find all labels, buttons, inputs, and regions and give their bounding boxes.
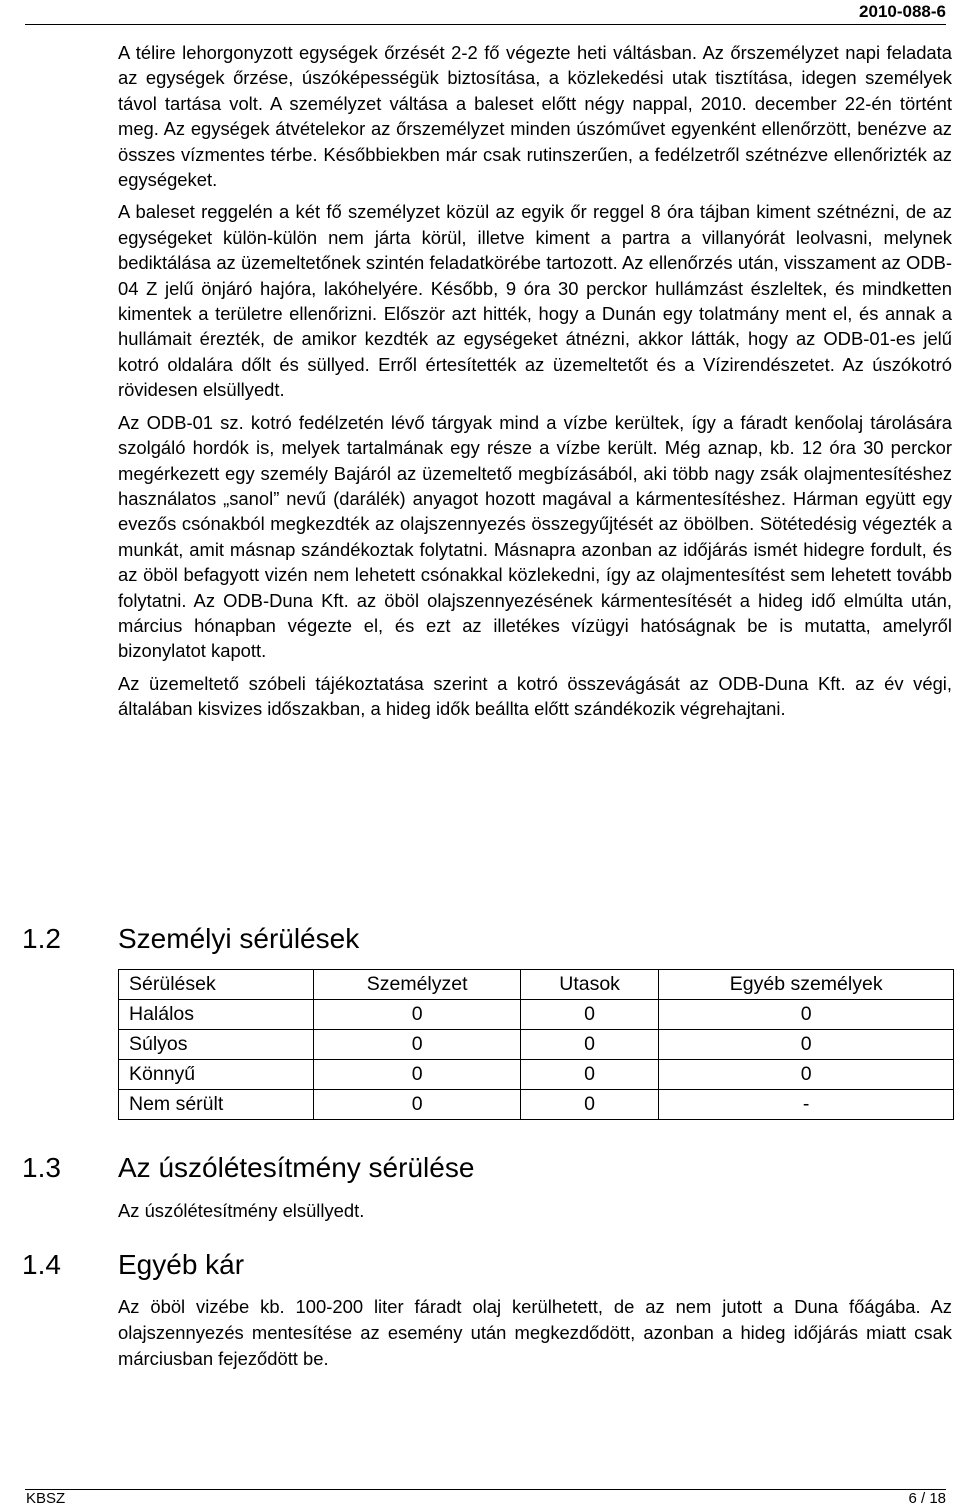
other-damage-text: Az öböl vizébe kb. 100-200 liter fáradt olaj kerülhetett, de az nem jutott a Duna főágába. Az olajszennyezés mentesítése az esemény után megkezdődött, azonban a hideg időjárás miatt csak márciusban fejeződött be.: [118, 1296, 952, 1369]
section-number: 1.2: [22, 923, 61, 954]
row-label: Nem sérült: [119, 1090, 314, 1120]
table-cell: 0: [314, 1030, 520, 1060]
row-label: Súlyos: [119, 1030, 314, 1060]
section-title: Személyi sérülések: [118, 923, 360, 954]
body-text: [118, 40, 952, 729]
section-heading-other-damage: [22, 1248, 244, 1282]
section-title: Az úszólétesítmény sérülése: [118, 1152, 475, 1183]
footer-organization: KBSZ: [26, 1490, 66, 1507]
table-row: [119, 1090, 954, 1120]
table-cell: 0: [314, 1000, 520, 1030]
row-label: Könnyű: [119, 1060, 314, 1090]
table-cell: -: [659, 1090, 954, 1120]
vessel-damage-text: Az úszólétesítmény elsüllyedt.: [118, 1200, 365, 1221]
table-cell: 0: [659, 1030, 954, 1060]
table-cell: 0: [314, 1060, 520, 1090]
column-header: Sérülések: [119, 970, 314, 1000]
table-header-row: [119, 970, 954, 1000]
document-reference: 2010-088-6: [859, 2, 946, 21]
section-number: 1.3: [22, 1152, 61, 1183]
table-cell: 0: [520, 1030, 658, 1060]
injuries-table: [118, 969, 954, 1120]
paragraph-guard-duty: A télire lehorgonyzott egységek őrzését 2-2 fő végezte heti váltásban. Az őrszemélyzet napi feladata az egységek őrzése, úszóképességük biztosítása, a közlekedési utak tisztítása, idegen személyek távol tartása volt. A személyzet váltása a baleset előtt négy nappal, 2010. december 22-én történt meg. Az egységek átvételekor az őrszemélyzet minden úszóművet egyenként ellenőrzött, benézve az összes vízmentes térbe. Későbbiekben már csak rutinszerűen, a fedélzetről szétnézve ellenőrizték az egységeket.: [118, 42, 952, 191]
table-cell: 0: [520, 1060, 658, 1090]
header-divider: [25, 24, 946, 25]
row-label: Halálos: [119, 1000, 314, 1030]
section-number: 1.4: [22, 1249, 61, 1280]
table-row: [119, 1000, 954, 1030]
section-title: Egyéb kár: [118, 1249, 245, 1280]
column-header: Egyéb személyek: [659, 970, 954, 1000]
column-header: Utasok: [520, 970, 658, 1000]
table-row: [119, 1030, 954, 1060]
section-heading-vessel-damage: [22, 1151, 474, 1185]
page-number: 6 / 18: [908, 1490, 946, 1507]
table-cell: 0: [314, 1090, 520, 1120]
paragraph-dredger-plan: Az üzemeltető szóbeli tájékoztatása szerint a kotró összevágását az ODB-Duna Kft. az év végi, általában kisvizes időszakban, a hideg idők beállta előtt szándékozik végrehajtani.: [118, 672, 952, 720]
table-cell: 0: [659, 1060, 954, 1090]
table-row: [119, 1060, 954, 1090]
section-heading-personal-injuries: [22, 922, 359, 956]
table-cell: 0: [659, 1000, 954, 1030]
footer-divider: [25, 1489, 946, 1490]
paragraph-accident-morning: A baleset reggelén a két fő személyzet közül az egyik őr reggel 8 óra tájban kiment szétnézni, de az egységeket külön-külön nem járta körül, illetve kiment a partra a villanyórát leolvasni, melynek bediktálása az üzemeltetőnek szintén feladatkörébe tartozott. Az ellenőrzés után, visszament az ODB-04 Z jelű önjáró hajóra, lakóhelyére. Később, 9 óra 30 perckor hullámzást észleltek, és mindketten kimentek a területre ellenőrizni. Először azt hitték, hogy a Dunán egy tolatmány ment el, és annak a hullámait érezték, de amikor kezdték az egységeket átnézni, akkor látták, hogy az ODB-01-es jelű kotró oldalára dőlt és süllyed. Erről értesítették az üzemeltetőt és a Vízirendészetet. Az úszókotró rövidesen elsüllyedt.: [118, 201, 952, 401]
table-cell: 0: [520, 1090, 658, 1120]
paragraph-oil-cleanup: Az ODB-01 sz. kotró fedélzetén lévő tárgyak mind a vízbe kerültek, így a fáradt kenőolaj tárolására szolgáló hordók is, melyek tartalmának egy része a vízbe került. Még aznap, kb. 12 óra 30 perckor megérkezett egy személy Bajáról az üzemeltető megbízásából, aki több nagy zsák olajmentesítéshez használatos „sanol” nevű (darálék) anyagot hozott magával a kármentesítéshez. Hárman együtt egy evezős csónakból megkezdték az olajszennyezés összegyűjtését az öbölben. Sötétedésig végezték a munkát, amit másnap szándékoztak folytatni. Másnapra azonban az időjárás ismét hidegre fordult, és az öböl befagyott vizén nem lehetett csónakkal közlekedni, így az olajmentesítést sem lehetett tovább folytatni. Az ODB-Duna Kft. az öböl olajszennyezésének kármentesítését a hideg idő elmúlta után, március hónapban végezte el, és ezt az illetékes vízügyi hatóságnak be is mutatta, amelyről bizonylatot kapott.: [118, 411, 952, 662]
table-cell: 0: [520, 1000, 658, 1030]
column-header: Személyzet: [314, 970, 520, 1000]
